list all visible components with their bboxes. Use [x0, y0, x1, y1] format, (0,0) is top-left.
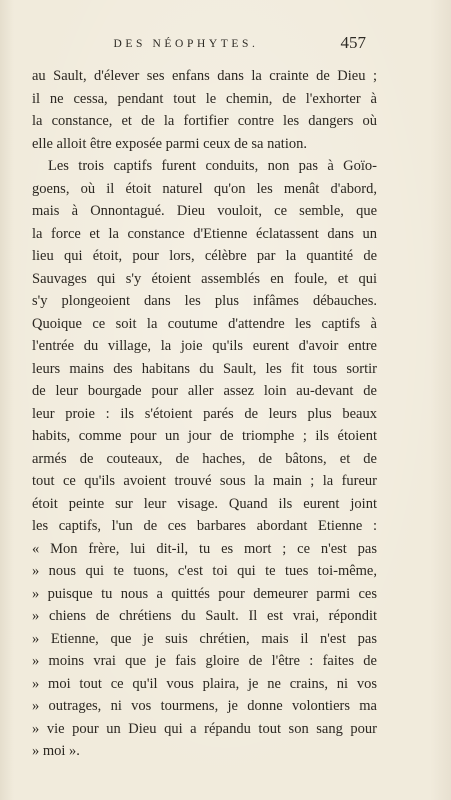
- text-line: tout ce qu'ils avoient trouvé sous la main ; la fureur: [32, 473, 377, 489]
- text-line: les captifs, l'un de ces barbares abordant Etienne :: [32, 518, 377, 534]
- text-line: la constance, et de la fortifier contre les dangers où: [32, 113, 377, 129]
- text-line: » Etienne, que je suis chrétien, mais il n'est pas: [32, 630, 377, 647]
- text-line: » puisque tu nous a quittés pour demeurer parmi ces: [32, 585, 377, 602]
- text-line: » chiens de chrétiens du Sault. Il est vrai, répondit: [32, 608, 377, 624]
- text-line: « Mon frère, lui dit-il, tu es mort ; ce n'est pas: [32, 540, 377, 557]
- text-line: mais à Onnontagué. Dieu vouloit, ce semble, que: [32, 203, 377, 219]
- text-line: il ne cessa, pendant tout le chemin, de l'exhorter à: [32, 90, 377, 107]
- page-header: [0, 33, 451, 58]
- text-line: goens, où il étoit naturel qu'on les menât d'abord,: [32, 180, 377, 197]
- text-line: s'y plongeoient dans les plus infâmes débauches.: [32, 293, 377, 309]
- text-line: » moins vrai que je fais gloire de l'être : faites de: [32, 653, 377, 669]
- text-line: Sauvages qui s'y étoient assemblés en foule, et qui: [32, 270, 377, 287]
- text-line: de leur bourgade pour aller assez loin au-devant de: [32, 383, 377, 399]
- text-line: leur proie : ils s'étoient parés de leurs plus beaux: [32, 405, 377, 422]
- text-line: lieu qui étoit, pour lors, célèbre par la quantité de: [32, 248, 377, 264]
- text-line: » vie pour un Dieu qui a répandu tout son sang pour: [32, 720, 377, 737]
- text-line: étoit peinte sur leur visage. Quand ils eurent joint: [32, 495, 377, 512]
- text-line: armés de couteaux, de haches, de bâtons, et de: [32, 450, 377, 467]
- text-line: la force et la constance d'Etienne éclatassent dans un: [32, 225, 377, 242]
- text-line: » moi ».: [32, 743, 80, 759]
- text-line: leurs mains des habitans du Sault, les fit tous sortir: [32, 360, 377, 377]
- text-line: Les trois captifs furent conduits, non pas à Goïo-: [48, 158, 377, 174]
- text-line: » moi tout ce qu'il vous plaira, je ne crains, ni vos: [32, 675, 377, 692]
- running-head: DES NÉOPHYTES.: [113, 38, 259, 50]
- text-line: » outrages, ni vos tourmens, je donne volontiers ma: [32, 698, 377, 714]
- text-line: Quoique ce soit la coutume d'attendre les captifs à: [32, 315, 377, 332]
- body-text: [32, 65, 377, 763]
- text-line: l'entrée du village, la joie qu'ils eurent d'avoir entre: [32, 338, 377, 354]
- text-line: au Sault, d'élever ses enfans dans la crainte de Dieu ;: [32, 68, 377, 84]
- text-line: elle alloit être exposée parmi ceux de sa nation.: [32, 135, 307, 152]
- text-line: » nous qui te tuons, c'est toi qui te tues toi-même,: [32, 563, 377, 579]
- page-number: 457: [340, 33, 366, 52]
- text-line: habits, comme pour un jour de triomphe ; ils étoient: [32, 428, 377, 444]
